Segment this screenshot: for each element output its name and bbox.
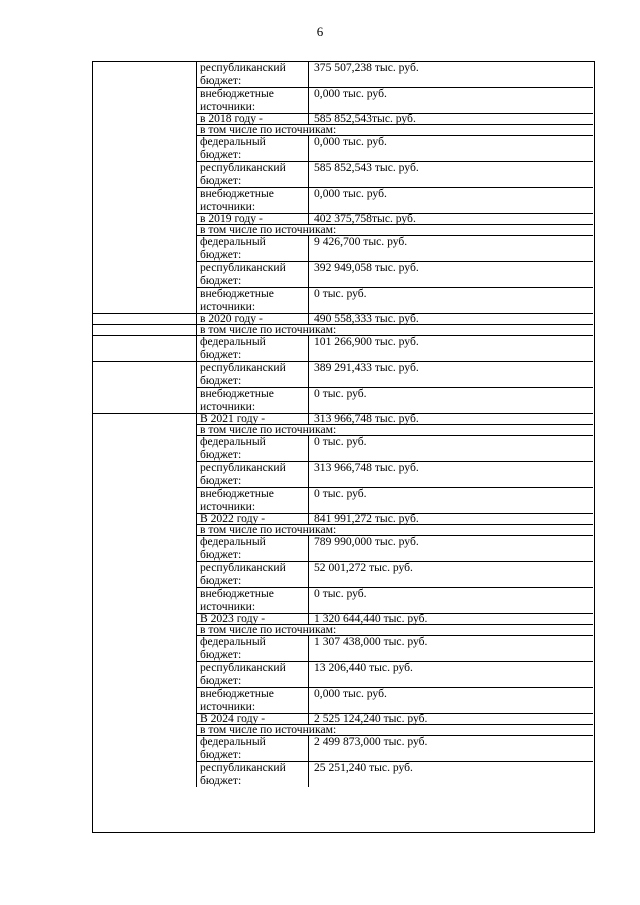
row-label: В 2021 году -	[200, 412, 266, 425]
year-total-row	[92, 213, 593, 224]
row-amount: 0,000 тыс. руб.	[314, 135, 387, 148]
row-label: бюджет:	[200, 474, 242, 487]
row-label: бюджет:	[200, 274, 242, 287]
row-amount: 375 507,238 тыс. руб.	[314, 61, 419, 74]
source-row	[92, 687, 593, 713]
row-amount: 0 тыс. руб.	[314, 387, 367, 400]
sources-note-row	[92, 724, 593, 735]
row-amount: 13 206,440 тыс. руб.	[314, 661, 413, 674]
row-amount: 402 375,758тыс. руб.	[314, 212, 416, 225]
row-amount: 789 990,000 тыс. руб.	[314, 535, 419, 548]
source-row	[92, 235, 593, 261]
row-amount: 2 499 873,000 тыс. руб.	[314, 735, 428, 748]
source-row	[92, 487, 593, 513]
source-row	[92, 287, 593, 313]
row-amount: 9 426,700 тыс. руб.	[314, 235, 408, 248]
row-label: республиканский	[200, 61, 286, 74]
row-label: внебюджетные	[200, 387, 274, 400]
row-label: источники:	[200, 300, 256, 313]
sources-note-row	[92, 324, 593, 335]
row-amount: 101 266,900 тыс. руб.	[314, 335, 419, 348]
row-label: бюджет:	[200, 674, 242, 687]
sources-note-row	[92, 524, 593, 535]
source-row	[92, 187, 593, 213]
row-label: В 2024 году -	[200, 712, 266, 725]
row-label: внебюджетные	[200, 287, 274, 300]
row-label: внебюджетные	[200, 687, 274, 700]
row-label: источники:	[200, 100, 256, 113]
row-label: бюджет:	[200, 74, 242, 87]
row-amount: 392 949,058 тыс. руб.	[314, 261, 419, 274]
row-label: республиканский	[200, 561, 286, 574]
row-label: источники:	[200, 700, 256, 713]
row-label: федеральный	[200, 235, 266, 248]
row-label: федеральный	[200, 435, 266, 448]
sources-note-row	[92, 624, 593, 635]
row-amount: 0 тыс. руб.	[314, 435, 367, 448]
row-label: в 2020 году -	[200, 312, 263, 325]
row-amount: 1 307 438,000 тыс. руб.	[314, 635, 428, 648]
row-label: республиканский	[200, 761, 286, 774]
row-label: бюджет:	[200, 574, 242, 587]
row-label: в том числе по источникам:	[200, 423, 337, 436]
row-label: бюджет:	[200, 548, 242, 561]
row-label: источники:	[200, 400, 256, 413]
year-total-row	[92, 113, 593, 124]
row-amount: 0 тыс. руб.	[314, 487, 367, 500]
row-amount: 0 тыс. руб.	[314, 287, 367, 300]
row-label: внебюджетные	[200, 87, 274, 100]
source-row	[92, 535, 593, 561]
year-total-row	[92, 413, 593, 424]
row-amount: 585 852,543 тыс. руб.	[314, 161, 419, 174]
row-label: источники:	[200, 500, 256, 513]
row-amount: 1 320 644,440 тыс. руб.	[314, 612, 428, 625]
row-amount: 841 991,272 тыс. руб.	[314, 512, 419, 525]
row-label: республиканский	[200, 661, 286, 674]
row-label: в том числе по источникам:	[200, 523, 337, 536]
sources-note-row	[92, 224, 593, 235]
source-row	[92, 461, 593, 487]
row-label: В 2022 году -	[200, 512, 266, 525]
row-label: федеральный	[200, 335, 266, 348]
row-label: бюджет:	[200, 448, 242, 461]
row-label: федеральный	[200, 135, 266, 148]
row-label: в том числе по источникам:	[200, 723, 337, 736]
row-label: республиканский	[200, 161, 286, 174]
row-label: бюджет:	[200, 648, 242, 661]
row-amount: 313 966,748 тыс. руб.	[314, 461, 419, 474]
row-label: бюджет:	[200, 174, 242, 187]
row-label: бюджет:	[200, 748, 242, 761]
source-row	[92, 387, 593, 413]
row-label: в 2019 году -	[200, 212, 263, 225]
year-total-row	[92, 513, 593, 524]
page-number: 6	[316, 24, 324, 39]
row-label: источники:	[200, 600, 256, 613]
row-amount: 389 291,433 тыс. руб.	[314, 361, 419, 374]
row-label: бюджет:	[200, 248, 242, 261]
sources-note-row	[92, 424, 593, 435]
source-row	[92, 635, 593, 661]
row-label: республиканский	[200, 461, 286, 474]
row-label: республиканский	[200, 261, 286, 274]
source-row	[92, 335, 593, 361]
row-amount: 0 тыс. руб.	[314, 587, 367, 600]
source-row	[92, 361, 593, 387]
row-label: в том числе по источникам:	[200, 323, 337, 336]
row-amount: 2 525 124,240 тыс. руб.	[314, 712, 428, 725]
funding-table	[92, 61, 595, 833]
row-label: источники:	[200, 200, 256, 213]
row-label: в 2018 году -	[200, 112, 263, 125]
row-label: бюджет:	[200, 374, 242, 387]
row-label: внебюджетные	[200, 187, 274, 200]
source-row	[92, 435, 593, 461]
row-label: бюджет:	[200, 774, 242, 787]
year-total-row	[92, 613, 593, 624]
row-amount: 0,000 тыс. руб.	[314, 187, 387, 200]
row-amount: 585 852,543тыс. руб.	[314, 112, 416, 125]
row-amount: 52 001,272 тыс. руб.	[314, 561, 413, 574]
source-row	[92, 761, 593, 787]
row-amount: 313 966,748 тыс. руб.	[314, 412, 419, 425]
source-row	[92, 661, 593, 687]
source-row	[92, 561, 593, 587]
row-amount: 25 251,240 тыс. руб.	[314, 761, 413, 774]
row-label: внебюджетные	[200, 487, 274, 500]
row-label: в том числе по источникам:	[200, 223, 337, 236]
row-label: федеральный	[200, 635, 266, 648]
year-total-row	[92, 713, 593, 724]
row-label: федеральный	[200, 535, 266, 548]
row-label: внебюджетные	[200, 587, 274, 600]
source-row	[92, 87, 593, 113]
source-row	[92, 61, 593, 87]
year-total-row	[92, 313, 593, 324]
source-row	[92, 161, 593, 187]
source-row	[92, 587, 593, 613]
row-label: республиканский	[200, 361, 286, 374]
row-label: федеральный	[200, 735, 266, 748]
row-amount: 490 558,333 тыс. руб.	[314, 312, 419, 325]
row-amount: 0,000 тыс. руб.	[314, 687, 387, 700]
source-row	[92, 135, 593, 161]
row-label: бюджет:	[200, 148, 242, 161]
sources-note-row	[92, 124, 593, 135]
row-label: В 2023 году -	[200, 612, 266, 625]
row-amount: 0,000 тыс. руб.	[314, 87, 387, 100]
row-label: бюджет:	[200, 348, 242, 361]
row-label: в том числе по источникам:	[200, 123, 337, 136]
row-label: в том числе по источникам:	[200, 623, 337, 636]
source-row	[92, 261, 593, 287]
source-row	[92, 735, 593, 761]
